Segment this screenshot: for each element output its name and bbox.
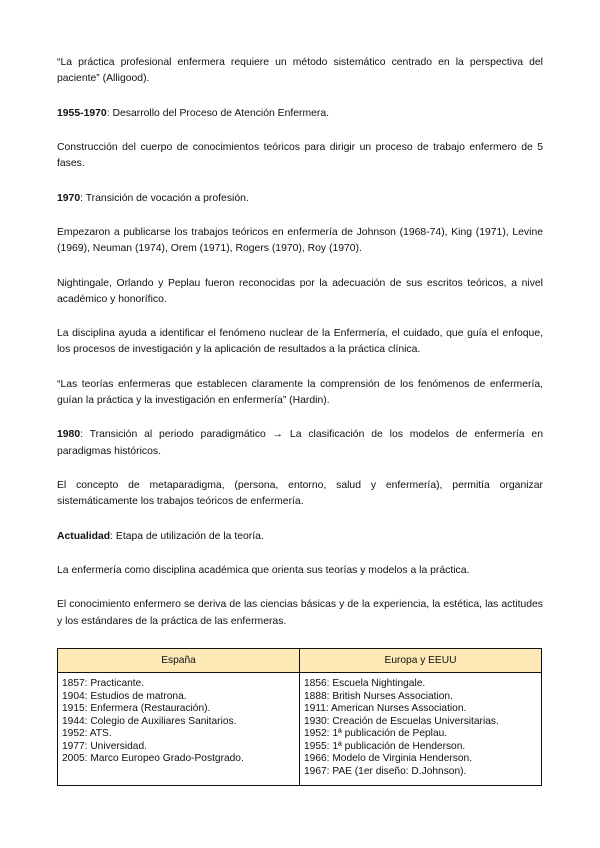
list-item: 1856: Escuela Nightingale.: [304, 677, 426, 689]
paragraph: 1955-1970: Desarrollo del Proceso de Atención Enfermera.: [57, 107, 330, 119]
paragraph: Actualidad: Etapa de utilización de la teoría.: [57, 530, 264, 542]
paragraph: Nightingale, Orlando y Peplau fueron reconocidas por la adecuación de sus escritos teóricos, a nivel académico y honorífico.: [57, 277, 543, 305]
espana-cell: [58, 672, 300, 785]
paragraph: La disciplina ayuda a identificar el fenómeno nuclear de la Enfermería, el cuidado, que guía el enfoque, los procesos de investigación y la aplicación de resultados a la práctica clínica.: [57, 328, 543, 356]
paragraph: El conocimiento enfermero se deriva de las ciencias básicas y de la experiencia, la estética, las actitudes y los estándares de la práctica de las enfermeras.: [57, 599, 543, 627]
header-espana: España: [58, 648, 300, 672]
paragraph: El concepto de metaparadigma, (persona, entorno, salud y enfermería), permitía organizar sistemáticamente los trabajos teóricos de enfermería.: [57, 479, 543, 508]
paragraph: “Las teorías enfermeras que establecen claramente la comprensión de los fenómenos de enfermería, guían la práctica y la investigación en enfermería” (Hardin).: [57, 378, 543, 406]
europa-cell: [300, 672, 542, 785]
list-item: 1915: Enfermera (Restauración).: [62, 703, 211, 715]
list-item: 2005: Marco Europeo Grado-Postgrado.: [62, 753, 244, 765]
header-europa-eeuu: Europa y EEUU: [300, 648, 542, 672]
list-item: 1952: 1ª publicación de Peplau.: [304, 728, 448, 740]
list-item: 1888: British Nurses Association.: [304, 690, 453, 702]
paragraph: Construcción del cuerpo de conocimientos teóricos para dirigir un proceso de trabajo enfermero de 5 fases.: [57, 141, 543, 170]
paragraph: 1980: Transición al periodo paradigmático → La clasificación de los modelos de enfermería en paradigmas históricos.: [57, 429, 543, 457]
list-item: 1966: Modelo de Virginia Henderson.: [304, 753, 473, 765]
list-item: 1904: Estudios de matrona.: [62, 690, 187, 702]
list-item: 1857: Practicante.: [62, 677, 145, 689]
list-item: 1977: Universidad.: [62, 740, 147, 752]
list-item: 1930: Creación de Escuelas Universitarias.: [304, 715, 499, 727]
list-item: 1955: 1ª publicación de Henderson.: [304, 740, 466, 752]
paragraph: La enfermería como disciplina académica que orienta sus teorías y modelos a la práctica.: [57, 564, 470, 576]
paragraph: Empezaron a publicarse los trabajos teóricos en enfermería de Johnson (1968-74), King (1971), Levine (1969), Neuman (1974), Orem (1971), Rogers (1970), Roy (1970).: [57, 226, 543, 255]
document-page: [57, 55, 543, 786]
paragraph: 1970: Transición de vocación a profesión.: [57, 192, 249, 204]
history-table: [57, 648, 542, 786]
list-item: 1944: Colegio de Auxiliares Sanitarios.: [62, 715, 237, 727]
list-item: 1952: ATS.: [62, 728, 112, 740]
list-item: 1967: PAE (1er diseño: D.Johnson).: [304, 766, 467, 778]
paragraph: “La práctica profesional enfermera requiere un método sistemático centrado en la perspectiva del paciente” (Alligood).: [57, 57, 543, 85]
list-item: 1911: American Nurses Association.: [304, 703, 467, 715]
